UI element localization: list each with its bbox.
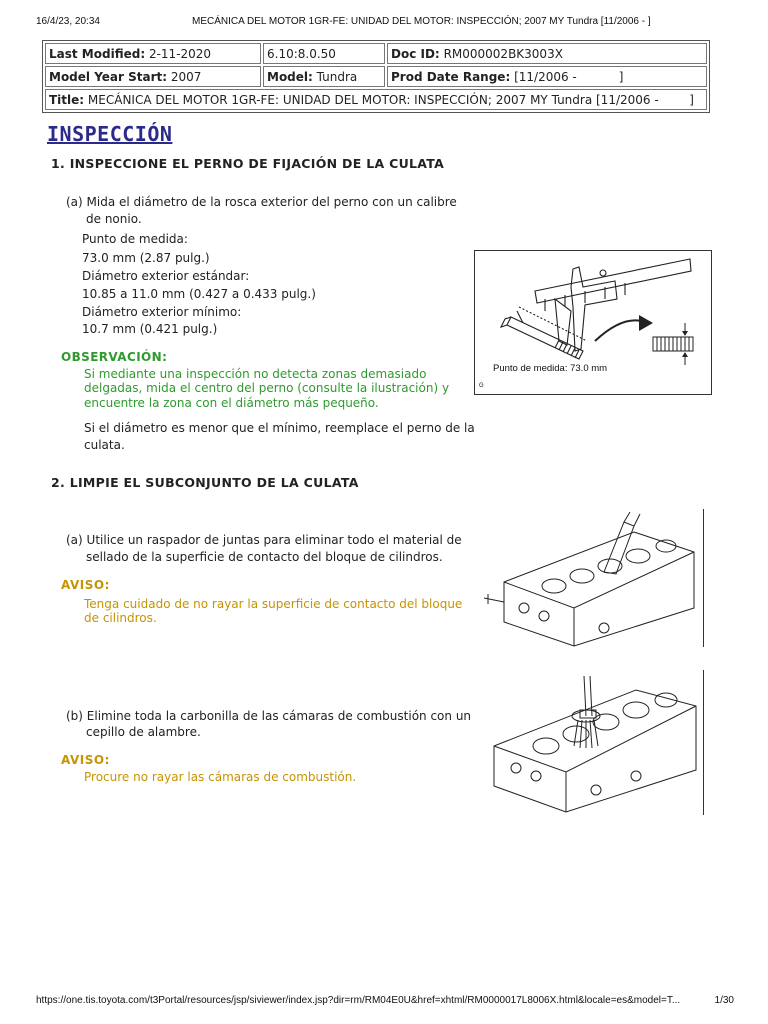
last-modified-label: Last Modified: [49, 46, 146, 61]
notice1-line: de cilindros. [84, 611, 157, 625]
figure-code: G [479, 383, 484, 389]
observation-line: Si mediante una inspección no detecta zonas demasiado [84, 367, 427, 381]
observation-line: encuentre la zona con el diámetro más pequeño. [84, 396, 379, 410]
doc-id-cell [387, 43, 707, 64]
spec-minimum-value: 10.7 mm (0.421 pulg.) [82, 322, 218, 336]
figure-caption: Punto de medida: 73.0 mm [493, 363, 608, 374]
section2-step-b-line2: cepillo de alambre. [86, 725, 201, 739]
doc-id-value: RM000002BK3003X [443, 46, 563, 61]
title-cell [45, 89, 707, 110]
model-year-value: 2007 [170, 69, 202, 84]
print-datetime: 16/4/23, 20:34 [36, 16, 100, 27]
notice2-label: AVISO: [61, 753, 110, 767]
model-year-cell [45, 66, 261, 87]
section1-step-a-line1: (a) Mida el diámetro de la rosca exterior del perno con un calibre [66, 195, 457, 209]
figure2-border [703, 509, 704, 647]
notice2-line: Procure no rayar las cámaras de combustión. [84, 770, 357, 784]
replace-line: culata. [84, 438, 125, 452]
model-year-label: Model Year Start: [49, 69, 168, 84]
doc-id-label: Doc ID: [391, 46, 440, 61]
prod-date-cell [387, 66, 707, 87]
section1-heading: 1. INSPECCIONE EL PERNO DE FIJACIÓN DE LA CULATA [51, 156, 445, 171]
replace-line: Si el diámetro es menor que el mínimo, reemplace el perno de la [84, 421, 475, 435]
model-label: Model: [267, 69, 313, 84]
wire-brush-illustration [486, 676, 700, 814]
spec-standard-label: Diámetro exterior estándar: [82, 269, 250, 283]
prod-date-label: Prod Date Range: [391, 69, 511, 84]
section1-step-a-line2: de nonio. [86, 212, 142, 226]
section2-step-b-line1: (b) Elimine toda la carbonilla de las cámaras de combustión con un [66, 709, 472, 723]
title-value: MECÁNICA DEL MOTOR 1GR-FE: UNIDAD DEL MOTOR: INSPECCIÓN; 2007 MY Tundra [11/2006 - ] [87, 92, 694, 107]
prod-date-value: [11/2006 - ] [514, 69, 624, 84]
section2-heading: 2. LIMPIE EL SUBCONJUNTO DE LA CULATA [51, 475, 359, 490]
version-cell [263, 43, 385, 64]
title-label: Title: [49, 92, 85, 107]
caliper-figure [474, 250, 712, 395]
print-page-number: 1/30 [714, 995, 734, 1006]
section2-step-a-line2: sellado de la superficie de contacto del bloque de cilindros. [86, 550, 443, 564]
last-modified-value: 2-11-2020 [148, 46, 212, 61]
model-value: Tundra [316, 69, 358, 84]
version-value: 6.10:8.0.50 [267, 46, 336, 61]
notice1-line: Tenga cuidado de no rayar la superficie de contacto del bloque [84, 597, 463, 611]
observation-line: delgadas, mida el centro del perno (consulte la ilustración) y [84, 381, 450, 395]
scraper-illustration [484, 512, 700, 647]
print-url: https://one.tis.toyota.com/t3Portal/resources/jsp/siviewer/index.jsp?dir=rm/RM04E0U&href=xhtml/RM0000017L8006X.html&locale=es&model=T... [36, 995, 681, 1006]
spec-measure-point-value: 73.0 mm (2.87 pulg.) [82, 251, 210, 265]
section2-step-a-line1: (a) Utilice un raspador de juntas para eliminar todo el material de [66, 533, 462, 547]
caliper-illustration [475, 251, 711, 394]
observation-label: OBSERVACIÓN: [61, 350, 168, 364]
print-title: MECÁNICA DEL MOTOR 1GR-FE: UNIDAD DEL MOTOR: INSPECCIÓN; 2007 MY Tundra [11/2006 - ] [192, 16, 651, 27]
spec-minimum-label: Diámetro exterior mínimo: [82, 305, 242, 319]
print-footer [36, 995, 734, 1006]
model-cell [263, 66, 385, 87]
metadata-table [42, 40, 710, 113]
notice1-label: AVISO: [61, 578, 110, 592]
spec-standard-value: 10.85 a 11.0 mm (0.427 a 0.433 pulg.) [82, 287, 316, 301]
last-modified-cell [45, 43, 261, 64]
page-heading: INSPECCIÓN [47, 122, 173, 146]
spec-measure-point-label: Punto de medida: [82, 232, 188, 246]
figure3-border [703, 670, 704, 815]
